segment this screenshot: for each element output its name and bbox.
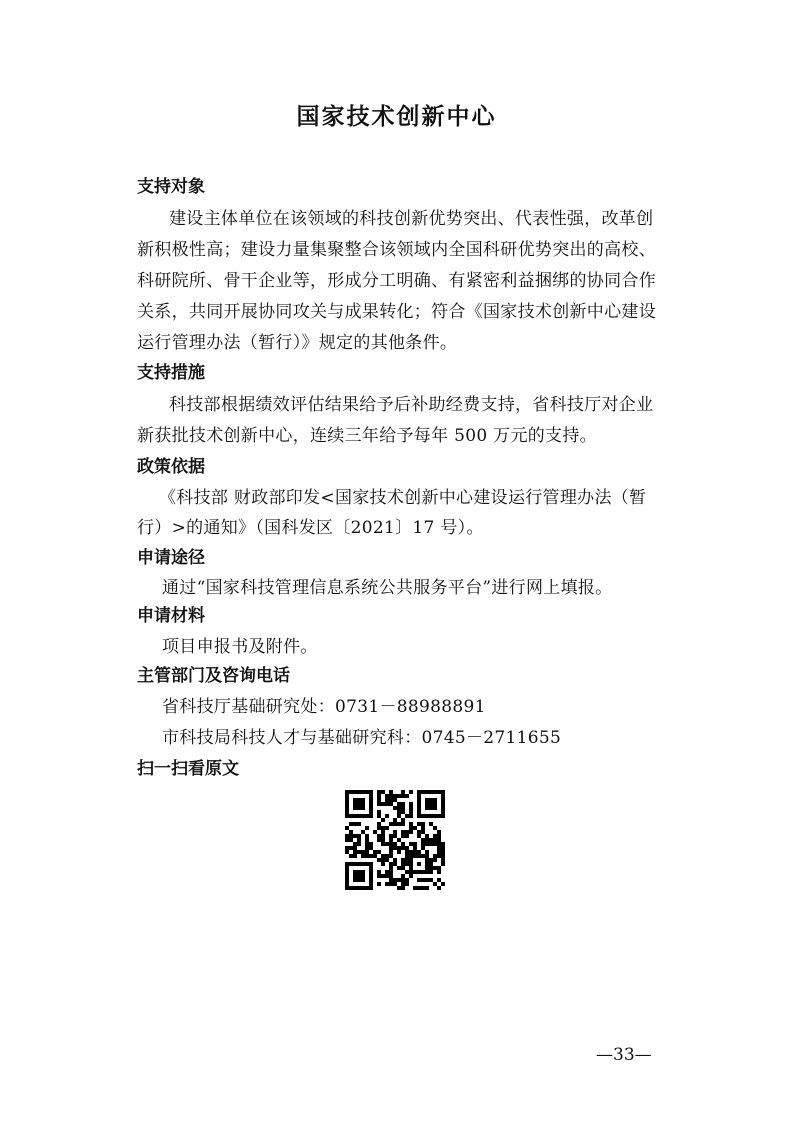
paragraph-line: 项目申报书及附件。 xyxy=(162,637,318,657)
contact-line: 市科技局科技人才与基础研究科：0745－2711655 xyxy=(162,728,562,748)
paragraph-line: 新积极性高；建设力量集聚整合该领域内全国科研优势突出的高校、 xyxy=(137,240,656,260)
section-heading-support-measures: 支持措施 xyxy=(137,363,205,383)
page-number: —33— xyxy=(596,1045,652,1065)
paragraph-line: 《科技部 财政部印发<国家技术创新中心建设运行管理办法（暂 xyxy=(159,488,647,508)
qr-code-icon[interactable] xyxy=(345,790,445,890)
paragraph-line: 建设主体单位在该领域的科技创新优势突出、代表性强，改革创 xyxy=(169,209,654,229)
section-heading-contact: 主管部门及咨询电话 xyxy=(137,666,290,686)
contact-line: 省科技厅基础研究处：0731－88988891 xyxy=(162,697,486,717)
paragraph-line: 通过“国家科技管理信息系统公共服务平台”进行网上填报。 xyxy=(162,578,613,598)
section-heading-application-materials: 申请材料 xyxy=(137,606,205,626)
paragraph-line: 关系，共同开展协同攻关与成果转化；符合《国家技术创新中心建设 xyxy=(137,302,656,322)
paragraph-line: 运行管理办法（暂行）》规定的其他条件。 xyxy=(137,333,458,353)
document-title: 国家技术创新中心 xyxy=(296,103,497,130)
paragraph-line: 科技部根据绩效评估结果给予后补助经费支持，省科技厅对企业 xyxy=(169,395,654,415)
paragraph-line: 新获批技术创新中心，连续三年给予每年 500 万元的支持。 xyxy=(137,426,597,446)
paragraph-line: 科研院所、骨干企业等，形成分工明确、有紧密利益捆绑的协同合作 xyxy=(137,271,656,291)
paragraph-line: 行）>的通知》（国科发区〔2021〕17 号）。 xyxy=(137,518,484,538)
section-heading-policy-basis: 政策依据 xyxy=(137,457,205,477)
section-heading-scan-original: 扫一扫看原文 xyxy=(137,759,239,779)
section-heading-application-channel: 申请途径 xyxy=(137,548,205,568)
section-heading-support-target: 支持对象 xyxy=(137,177,205,197)
